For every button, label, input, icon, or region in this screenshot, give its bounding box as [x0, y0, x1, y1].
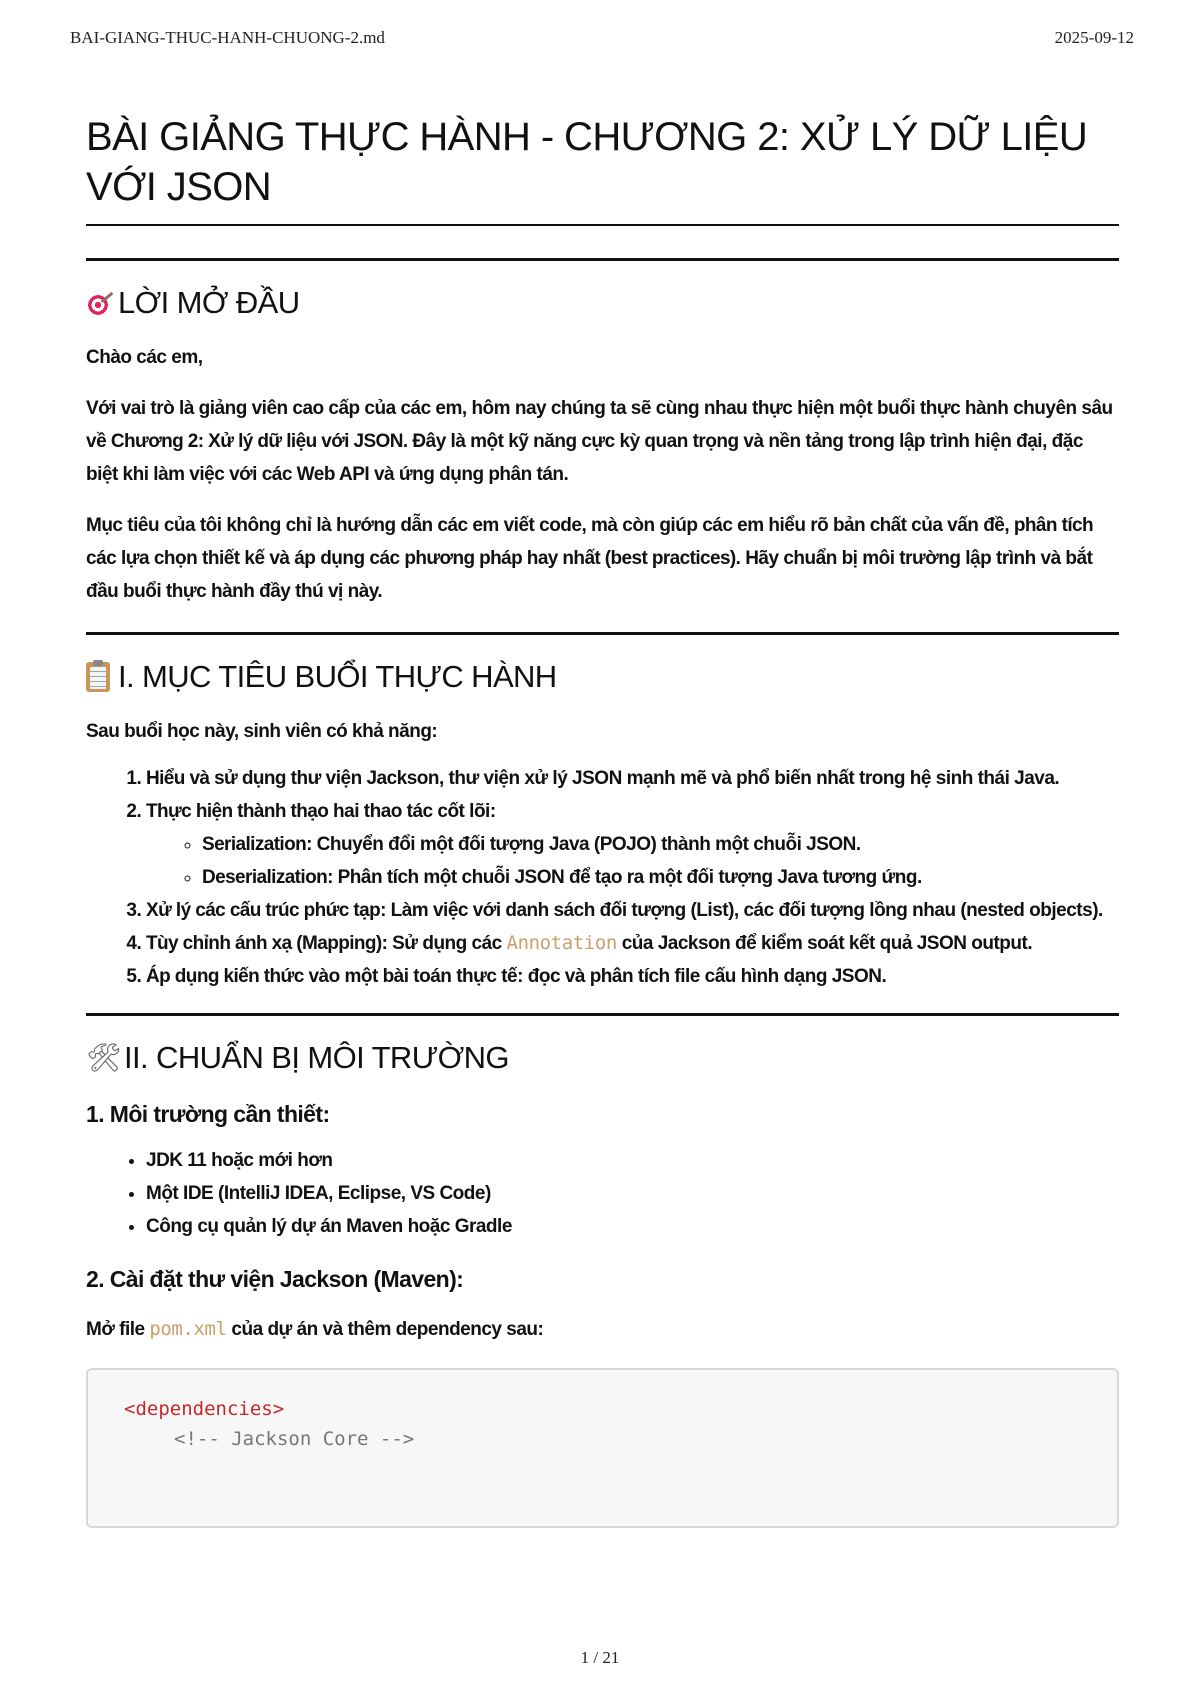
text-run: Mở file	[86, 1319, 150, 1340]
list-item	[146, 927, 1119, 960]
list-item: • Một IDE (IntelliJ IDEA, Eclipse, VS Code)	[146, 1177, 1119, 1210]
list-item	[146, 762, 1119, 795]
text-run: Phân tích một chuỗi JSON để tạo ra một đối tượng Java tương ứng.	[332, 867, 922, 888]
document-content	[86, 112, 1119, 1528]
header-filename: BAI-GIANG-THUC-HANH-CHUONG-2.md	[70, 28, 385, 47]
clipboard-icon	[86, 662, 110, 692]
sub-list	[146, 828, 1119, 894]
bold-text: Hiểu và sử dụng	[146, 768, 286, 789]
list-item	[146, 960, 1119, 993]
tools-icon: 🛠	[86, 1042, 121, 1073]
bold-text: Xử lý các cấu trúc phức tạp:	[146, 900, 386, 921]
text-run: Với vai trò là giảng viên cao cấp của các em, hôm nay chúng ta sẽ cùng nhau thực hiện một buổi thực hành chuyên sâu về	[86, 398, 1113, 452]
text-run: Chuyển đổi một đối tượng Java (POJO) thành một chuỗi JSON.	[311, 834, 861, 855]
text-run: Sử dụng các	[387, 933, 507, 954]
env-heading	[86, 1038, 1119, 1078]
bold-text: Áp dụng kiến thức	[146, 966, 304, 987]
bold-text: Chương 2: Xử lý dữ liệu với JSON	[110, 431, 403, 452]
target-icon	[86, 293, 110, 317]
goals-list	[86, 762, 1119, 993]
page-number: 1 / 21	[580, 1648, 620, 1667]
list-item	[202, 861, 1119, 894]
code-line: <!-- Jackson Core -->	[174, 1428, 415, 1450]
list-item: • JDK 11 hoặc mới hơn	[146, 1144, 1119, 1177]
section-divider	[86, 632, 1119, 635]
text-run: của vấn đề,	[906, 515, 1014, 536]
text-run: các lựa chọn thiết kế và áp dụng các	[86, 548, 405, 569]
bold-text: Serialization:	[202, 834, 312, 855]
text-run: . Hãy chuẩn bị môi trường lập trình và bắt đầu buổi thực hành đầy thú vị này.	[86, 548, 1093, 602]
inline-code: Annotation	[506, 932, 617, 954]
bold-text: Thực hiện thành thạo	[146, 801, 329, 822]
section-divider	[86, 258, 1119, 261]
text-run: hai thao tác cốt lõi:	[328, 801, 496, 822]
intro-paragraph-1	[86, 392, 1119, 491]
text-run: Mục tiêu của tôi không chỉ là hướng dẫn các em viết code, mà còn giúp các em hiểu rõ	[86, 515, 834, 536]
text-run: Làm việc với danh sách đối tượng (List), các đối tượng lồng nhau (nested objects).	[385, 900, 1103, 921]
list-item	[146, 795, 1119, 894]
intro-heading	[86, 283, 1119, 323]
bold-text: Deserialization:	[202, 867, 333, 888]
list-item	[146, 894, 1119, 927]
code-line: <dependencies>	[124, 1398, 285, 1420]
bold-text: phân tích	[1013, 515, 1093, 536]
header-date: 2025-09-12	[1054, 28, 1134, 47]
section-divider	[86, 1013, 1119, 1016]
intro-heading-text: LỜI MỞ ĐẦU	[118, 285, 300, 320]
text-run: thư viện Jackson, thư viện xử lý JSON mạnh mẽ và phổ biến nhất trong hệ sinh thái Java.	[285, 768, 1060, 789]
goals-lead: Sau buổi học này, sinh viên có khả năng:	[86, 721, 438, 742]
inline-code: pom.xml	[149, 1318, 227, 1340]
bold-text: bản chất	[833, 515, 907, 536]
env-subheading-2: 2. Cài đặt thư viện Jackson (Maven):	[86, 1266, 464, 1292]
text-run: vào một bài toán thực tế: đọc và phân tích file cấu hình dạng JSON.	[303, 966, 887, 987]
code-block[interactable]	[86, 1368, 1119, 1528]
page-header	[70, 28, 1134, 48]
env-subheading-1: 1. Môi trường cần thiết:	[86, 1101, 330, 1127]
bold-text: Tùy chỉnh ánh xạ (Mapping):	[146, 933, 388, 954]
bold-text: phương pháp hay nhất (best practices)	[404, 548, 736, 569]
text-run: . Đây là một kỹ năng cực kỳ quan trọng và nền tảng trong lập trình hiện đại, đặc biệt khi làm việc với các Web API và ứng dụng phân tán.	[86, 431, 1083, 485]
env-list	[86, 1144, 1119, 1243]
list-item: • Công cụ quản lý dự án Maven hoặc Gradle	[146, 1210, 1119, 1243]
goals-heading	[86, 657, 1119, 697]
intro-paragraph-2	[86, 509, 1119, 608]
document-title: BÀI GIẢNG THỰC HÀNH - CHƯƠNG 2: XỬ LÝ DỮ LIỆU VỚI JSON	[86, 112, 1119, 226]
pom-instruction	[86, 1313, 1119, 1346]
text-run: của dự án và thêm dependency sau:	[226, 1319, 544, 1340]
text-run: của Jackson để kiểm soát kết quả JSON output.	[616, 933, 1033, 954]
env-heading-text: II. CHUẨN BỊ MÔI TRƯỜNG	[124, 1040, 509, 1075]
goals-heading-text: I. MỤC TIÊU BUỔI THỰC HÀNH	[118, 659, 557, 694]
intro-greeting: Chào các em,	[86, 347, 203, 368]
list-item	[202, 828, 1119, 861]
